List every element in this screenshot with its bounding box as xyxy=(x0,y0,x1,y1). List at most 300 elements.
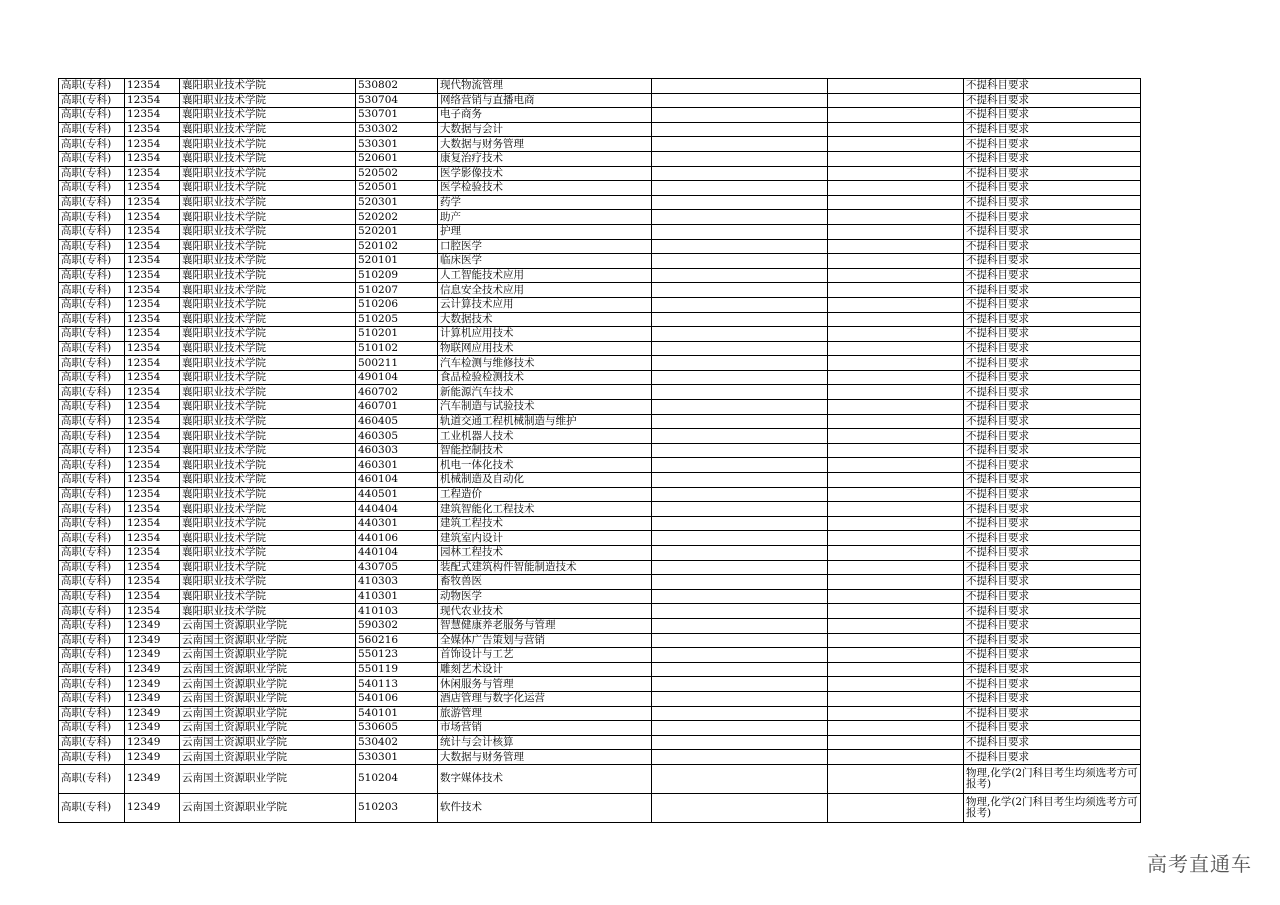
cell-major-code: 510209 xyxy=(356,268,438,283)
cell-blank-b xyxy=(828,546,964,561)
cell-school-code: 12354 xyxy=(125,487,180,502)
cell-level: 高职(专科) xyxy=(59,108,125,123)
table-row xyxy=(59,268,1141,283)
cell-school-code: 12349 xyxy=(125,750,180,765)
table-row xyxy=(59,575,1141,590)
table-row xyxy=(59,254,1141,269)
cell-blank-b xyxy=(828,108,964,123)
cell-subject-requirement: 不提科目要求 xyxy=(964,137,1141,152)
cell-blank-a xyxy=(652,195,828,210)
cell-major-name: 建筑智能化工程技术 xyxy=(438,502,652,517)
cell-major-code: 510204 xyxy=(356,764,438,793)
table-row xyxy=(59,400,1141,415)
cell-blank-a xyxy=(652,721,828,736)
cell-school-code: 12354 xyxy=(125,443,180,458)
cell-major-code: 440104 xyxy=(356,546,438,561)
cell-blank-a xyxy=(652,400,828,415)
cell-subject-requirement: 不提科目要求 xyxy=(964,560,1141,575)
cell-school-code: 12354 xyxy=(125,589,180,604)
cell-blank-a xyxy=(652,268,828,283)
cell-school-name: 云南国土资源职业学院 xyxy=(180,706,356,721)
cell-blank-a xyxy=(652,312,828,327)
table-row xyxy=(59,108,1141,123)
cell-school-name: 襄阳职业技术学院 xyxy=(180,560,356,575)
cell-major-code: 460303 xyxy=(356,443,438,458)
cell-blank-b xyxy=(828,575,964,590)
cell-subject-requirement: 不提科目要求 xyxy=(964,385,1141,400)
cell-school-code: 12354 xyxy=(125,414,180,429)
cell-major-code: 530302 xyxy=(356,122,438,137)
cell-school-name: 襄阳职业技术学院 xyxy=(180,93,356,108)
cell-blank-b xyxy=(828,706,964,721)
table-row xyxy=(59,122,1141,137)
cell-major-name: 旅游管理 xyxy=(438,706,652,721)
cell-major-name: 机电一体化技术 xyxy=(438,458,652,473)
cell-blank-a xyxy=(652,151,828,166)
cell-major-name: 软件技术 xyxy=(438,793,652,822)
cell-school-name: 襄阳职业技术学院 xyxy=(180,195,356,210)
cell-blank-b xyxy=(828,327,964,342)
cell-blank-a xyxy=(652,239,828,254)
cell-school-code: 12354 xyxy=(125,312,180,327)
cell-school-name: 襄阳职业技术学院 xyxy=(180,370,356,385)
table-row xyxy=(59,604,1141,619)
table-row xyxy=(59,706,1141,721)
cell-blank-a xyxy=(652,166,828,181)
cell-blank-a xyxy=(652,750,828,765)
cell-blank-b xyxy=(828,618,964,633)
cell-blank-b xyxy=(828,691,964,706)
cell-level: 高职(专科) xyxy=(59,151,125,166)
cell-major-name: 医学检验技术 xyxy=(438,181,652,196)
cell-major-name: 药学 xyxy=(438,195,652,210)
cell-blank-b xyxy=(828,181,964,196)
cell-school-name: 襄阳职业技术学院 xyxy=(180,546,356,561)
cell-major-name: 食品检验检测技术 xyxy=(438,370,652,385)
cell-subject-requirement: 不提科目要求 xyxy=(964,706,1141,721)
cell-school-name: 襄阳职业技术学院 xyxy=(180,341,356,356)
cell-level: 高职(专科) xyxy=(59,502,125,517)
cell-level: 高职(专科) xyxy=(59,516,125,531)
cell-blank-b xyxy=(828,531,964,546)
cell-school-name: 云南国土资源职业学院 xyxy=(180,721,356,736)
cell-major-code: 410303 xyxy=(356,575,438,590)
table-row xyxy=(59,560,1141,575)
cell-level: 高职(专科) xyxy=(59,648,125,663)
table-row xyxy=(59,531,1141,546)
table-row xyxy=(59,93,1141,108)
cell-school-code: 12354 xyxy=(125,93,180,108)
cell-level: 高职(专科) xyxy=(59,793,125,822)
cell-major-code: 440301 xyxy=(356,516,438,531)
cell-major-code: 510206 xyxy=(356,297,438,312)
cell-blank-a xyxy=(652,516,828,531)
cell-school-code: 12354 xyxy=(125,473,180,488)
cell-school-code: 12354 xyxy=(125,297,180,312)
cell-level: 高职(专科) xyxy=(59,356,125,371)
cell-school-code: 12354 xyxy=(125,604,180,619)
cell-major-code: 520501 xyxy=(356,181,438,196)
cell-subject-requirement: 不提科目要求 xyxy=(964,283,1141,298)
cell-major-name: 工程造价 xyxy=(438,487,652,502)
cell-blank-a xyxy=(652,531,828,546)
table-row xyxy=(59,633,1141,648)
cell-blank-b xyxy=(828,93,964,108)
cell-major-code: 520102 xyxy=(356,239,438,254)
cell-level: 高职(专科) xyxy=(59,414,125,429)
cell-subject-requirement: 不提科目要求 xyxy=(964,750,1141,765)
cell-major-code: 520201 xyxy=(356,224,438,239)
cell-major-name: 信息安全技术应用 xyxy=(438,283,652,298)
cell-blank-b xyxy=(828,122,964,137)
cell-level: 高职(专科) xyxy=(59,268,125,283)
cell-school-name: 襄阳职业技术学院 xyxy=(180,473,356,488)
cell-level: 高职(专科) xyxy=(59,677,125,692)
cell-major-name: 人工智能技术应用 xyxy=(438,268,652,283)
cell-subject-requirement: 不提科目要求 xyxy=(964,604,1141,619)
cell-subject-requirement: 不提科目要求 xyxy=(964,268,1141,283)
cell-school-name: 襄阳职业技术学院 xyxy=(180,108,356,123)
cell-school-code: 12354 xyxy=(125,151,180,166)
cell-school-code: 12349 xyxy=(125,677,180,692)
cell-level: 高职(专科) xyxy=(59,589,125,604)
cell-blank-a xyxy=(652,546,828,561)
cell-subject-requirement: 不提科目要求 xyxy=(964,239,1141,254)
cell-major-code: 530701 xyxy=(356,108,438,123)
cell-blank-a xyxy=(652,735,828,750)
cell-school-code: 12354 xyxy=(125,79,180,94)
cell-major-code: 510203 xyxy=(356,793,438,822)
cell-major-code: 530301 xyxy=(356,137,438,152)
cell-school-name: 襄阳职业技术学院 xyxy=(180,414,356,429)
cell-level: 高职(专科) xyxy=(59,633,125,648)
cell-blank-b xyxy=(828,268,964,283)
cell-blank-b xyxy=(828,400,964,415)
cell-school-code: 12354 xyxy=(125,254,180,269)
cell-major-name: 建筑工程技术 xyxy=(438,516,652,531)
cell-subject-requirement: 不提科目要求 xyxy=(964,618,1141,633)
cell-major-code: 490104 xyxy=(356,370,438,385)
cell-level: 高职(专科) xyxy=(59,166,125,181)
table-row xyxy=(59,735,1141,750)
cell-subject-requirement: 不提科目要求 xyxy=(964,429,1141,444)
cell-subject-requirement: 不提科目要求 xyxy=(964,516,1141,531)
cell-level: 高职(专科) xyxy=(59,137,125,152)
cell-school-name: 云南国土资源职业学院 xyxy=(180,764,356,793)
cell-school-name: 襄阳职业技术学院 xyxy=(180,79,356,94)
cell-school-name: 襄阳职业技术学院 xyxy=(180,151,356,166)
cell-school-code: 12354 xyxy=(125,458,180,473)
cell-major-name: 工业机器人技术 xyxy=(438,429,652,444)
cell-major-name: 口腔医学 xyxy=(438,239,652,254)
cell-major-name: 雕刻艺术设计 xyxy=(438,662,652,677)
cell-major-name: 汽车制造与试验技术 xyxy=(438,400,652,415)
cell-school-code: 12354 xyxy=(125,356,180,371)
cell-blank-a xyxy=(652,341,828,356)
cell-blank-b xyxy=(828,356,964,371)
cell-major-code: 440106 xyxy=(356,531,438,546)
cell-school-name: 云南国土资源职业学院 xyxy=(180,618,356,633)
cell-school-name: 襄阳职业技术学院 xyxy=(180,239,356,254)
cell-level: 高职(专科) xyxy=(59,735,125,750)
cell-school-code: 12349 xyxy=(125,793,180,822)
cell-blank-b xyxy=(828,210,964,225)
cell-school-code: 12349 xyxy=(125,735,180,750)
cell-school-code: 12354 xyxy=(125,239,180,254)
cell-subject-requirement: 不提科目要求 xyxy=(964,224,1141,239)
table-row xyxy=(59,589,1141,604)
table-body xyxy=(59,79,1141,823)
table-row xyxy=(59,195,1141,210)
table-row xyxy=(59,546,1141,561)
cell-level: 高职(专科) xyxy=(59,181,125,196)
cell-major-name: 机械制造及自动化 xyxy=(438,473,652,488)
cell-major-code: 550123 xyxy=(356,648,438,663)
cell-major-code: 460405 xyxy=(356,414,438,429)
cell-subject-requirement: 不提科目要求 xyxy=(964,210,1141,225)
cell-subject-requirement: 物理,化学(2门科目考生均须选考方可报考) xyxy=(964,764,1141,793)
cell-school-name: 云南国土资源职业学院 xyxy=(180,633,356,648)
cell-blank-a xyxy=(652,224,828,239)
cell-blank-a xyxy=(652,137,828,152)
cell-level: 高职(专科) xyxy=(59,560,125,575)
cell-school-name: 襄阳职业技术学院 xyxy=(180,604,356,619)
cell-major-code: 510201 xyxy=(356,327,438,342)
cell-major-code: 510205 xyxy=(356,312,438,327)
cell-level: 高职(专科) xyxy=(59,93,125,108)
cell-school-name: 襄阳职业技术学院 xyxy=(180,312,356,327)
cell-blank-a xyxy=(652,254,828,269)
cell-major-name: 动物医学 xyxy=(438,589,652,604)
cell-major-code: 460305 xyxy=(356,429,438,444)
cell-subject-requirement: 不提科目要求 xyxy=(964,400,1141,415)
cell-major-name: 康复治疗技术 xyxy=(438,151,652,166)
table-row xyxy=(59,385,1141,400)
cell-school-code: 12349 xyxy=(125,721,180,736)
cell-blank-b xyxy=(828,151,964,166)
cell-major-code: 540106 xyxy=(356,691,438,706)
cell-major-name: 装配式建筑构件智能制造技术 xyxy=(438,560,652,575)
cell-school-name: 襄阳职业技术学院 xyxy=(180,268,356,283)
cell-major-name: 临床医学 xyxy=(438,254,652,269)
cell-level: 高职(专科) xyxy=(59,341,125,356)
cell-blank-a xyxy=(652,297,828,312)
table-row xyxy=(59,283,1141,298)
cell-subject-requirement: 不提科目要求 xyxy=(964,589,1141,604)
cell-school-code: 12354 xyxy=(125,546,180,561)
table-row xyxy=(59,721,1141,736)
cell-blank-a xyxy=(652,764,828,793)
cell-blank-a xyxy=(652,473,828,488)
cell-school-name: 襄阳职业技术学院 xyxy=(180,400,356,415)
cell-subject-requirement: 不提科目要求 xyxy=(964,575,1141,590)
cell-blank-b xyxy=(828,429,964,444)
cell-major-name: 统计与会计核算 xyxy=(438,735,652,750)
cell-blank-b xyxy=(828,239,964,254)
cell-major-name: 园林工程技术 xyxy=(438,546,652,561)
table-row xyxy=(59,137,1141,152)
cell-blank-b xyxy=(828,648,964,663)
cell-level: 高职(专科) xyxy=(59,327,125,342)
cell-blank-a xyxy=(652,793,828,822)
table-row xyxy=(59,210,1141,225)
cell-blank-b xyxy=(828,793,964,822)
cell-level: 高职(专科) xyxy=(59,400,125,415)
cell-school-code: 12354 xyxy=(125,210,180,225)
table-row xyxy=(59,750,1141,765)
cell-blank-b xyxy=(828,385,964,400)
cell-blank-b xyxy=(828,604,964,619)
cell-blank-a xyxy=(652,706,828,721)
cell-school-code: 12354 xyxy=(125,195,180,210)
cell-blank-b xyxy=(828,677,964,692)
cell-blank-b xyxy=(828,502,964,517)
cell-level: 高职(专科) xyxy=(59,254,125,269)
table-row xyxy=(59,151,1141,166)
cell-level: 高职(专科) xyxy=(59,195,125,210)
table-row xyxy=(59,618,1141,633)
cell-blank-a xyxy=(652,589,828,604)
cell-subject-requirement: 不提科目要求 xyxy=(964,691,1141,706)
cell-level: 高职(专科) xyxy=(59,764,125,793)
cell-subject-requirement: 不提科目要求 xyxy=(964,648,1141,663)
cell-blank-a xyxy=(652,618,828,633)
cell-subject-requirement: 不提科目要求 xyxy=(964,487,1141,502)
cell-school-code: 12354 xyxy=(125,268,180,283)
cell-subject-requirement: 不提科目要求 xyxy=(964,662,1141,677)
enrollment-table xyxy=(58,78,1141,823)
cell-blank-b xyxy=(828,487,964,502)
cell-major-name: 休闲服务与管理 xyxy=(438,677,652,692)
table-row xyxy=(59,239,1141,254)
cell-subject-requirement: 不提科目要求 xyxy=(964,414,1141,429)
cell-level: 高职(专科) xyxy=(59,297,125,312)
cell-blank-a xyxy=(652,79,828,94)
cell-school-code: 12354 xyxy=(125,575,180,590)
cell-school-code: 12354 xyxy=(125,385,180,400)
cell-school-code: 12354 xyxy=(125,502,180,517)
cell-subject-requirement: 不提科目要求 xyxy=(964,327,1141,342)
cell-school-code: 12349 xyxy=(125,648,180,663)
cell-level: 高职(专科) xyxy=(59,604,125,619)
cell-major-name: 轨道交通工程机械制造与维护 xyxy=(438,414,652,429)
cell-school-name: 襄阳职业技术学院 xyxy=(180,122,356,137)
table-row xyxy=(59,648,1141,663)
cell-blank-b xyxy=(828,370,964,385)
cell-school-code: 12354 xyxy=(125,429,180,444)
cell-major-name: 计算机应用技术 xyxy=(438,327,652,342)
cell-major-code: 540113 xyxy=(356,677,438,692)
cell-major-name: 物联网应用技术 xyxy=(438,341,652,356)
cell-blank-a xyxy=(652,575,828,590)
cell-blank-a xyxy=(652,210,828,225)
cell-major-name: 护理 xyxy=(438,224,652,239)
cell-blank-a xyxy=(652,560,828,575)
cell-school-code: 12354 xyxy=(125,224,180,239)
cell-major-code: 530704 xyxy=(356,93,438,108)
cell-major-code: 530402 xyxy=(356,735,438,750)
cell-school-name: 云南国土资源职业学院 xyxy=(180,648,356,663)
cell-major-name: 医学影像技术 xyxy=(438,166,652,181)
cell-subject-requirement: 物理,化学(2门科目考生均须选考方可报考) xyxy=(964,793,1141,822)
cell-subject-requirement: 不提科目要求 xyxy=(964,312,1141,327)
cell-major-code: 460104 xyxy=(356,473,438,488)
cell-major-name: 智能控制技术 xyxy=(438,443,652,458)
cell-major-name: 市场营销 xyxy=(438,721,652,736)
cell-school-code: 12354 xyxy=(125,108,180,123)
cell-school-code: 12354 xyxy=(125,400,180,415)
cell-school-name: 云南国土资源职业学院 xyxy=(180,793,356,822)
cell-level: 高职(专科) xyxy=(59,239,125,254)
cell-blank-b xyxy=(828,473,964,488)
cell-school-code: 12354 xyxy=(125,283,180,298)
cell-blank-a xyxy=(652,327,828,342)
cell-major-code: 520202 xyxy=(356,210,438,225)
cell-blank-a xyxy=(652,385,828,400)
table-row xyxy=(59,429,1141,444)
cell-major-code: 530605 xyxy=(356,721,438,736)
cell-subject-requirement: 不提科目要求 xyxy=(964,181,1141,196)
cell-level: 高职(专科) xyxy=(59,691,125,706)
cell-level: 高职(专科) xyxy=(59,706,125,721)
cell-blank-b xyxy=(828,341,964,356)
cell-school-name: 襄阳职业技术学院 xyxy=(180,575,356,590)
cell-level: 高职(专科) xyxy=(59,531,125,546)
cell-blank-a xyxy=(652,604,828,619)
cell-level: 高职(专科) xyxy=(59,312,125,327)
cell-major-name: 大数据与会计 xyxy=(438,122,652,137)
table-row xyxy=(59,356,1141,371)
cell-blank-b xyxy=(828,414,964,429)
cell-level: 高职(专科) xyxy=(59,210,125,225)
cell-blank-b xyxy=(828,735,964,750)
table-row xyxy=(59,312,1141,327)
cell-blank-b xyxy=(828,458,964,473)
table-row xyxy=(59,224,1141,239)
cell-school-name: 云南国土资源职业学院 xyxy=(180,662,356,677)
cell-school-name: 襄阳职业技术学院 xyxy=(180,487,356,502)
cell-blank-b xyxy=(828,283,964,298)
cell-subject-requirement: 不提科目要求 xyxy=(964,735,1141,750)
cell-subject-requirement: 不提科目要求 xyxy=(964,356,1141,371)
cell-major-code: 460701 xyxy=(356,400,438,415)
cell-level: 高职(专科) xyxy=(59,473,125,488)
table-row xyxy=(59,327,1141,342)
cell-school-code: 12354 xyxy=(125,341,180,356)
cell-major-code: 520101 xyxy=(356,254,438,269)
cell-school-code: 12354 xyxy=(125,531,180,546)
cell-school-name: 云南国土资源职业学院 xyxy=(180,750,356,765)
table-row xyxy=(59,443,1141,458)
cell-school-name: 襄阳职业技术学院 xyxy=(180,356,356,371)
cell-school-name: 襄阳职业技术学院 xyxy=(180,224,356,239)
cell-level: 高职(专科) xyxy=(59,79,125,94)
table-row xyxy=(59,764,1141,793)
cell-major-name: 畜牧兽医 xyxy=(438,575,652,590)
cell-subject-requirement: 不提科目要求 xyxy=(964,108,1141,123)
cell-school-name: 襄阳职业技术学院 xyxy=(180,429,356,444)
cell-school-code: 12354 xyxy=(125,327,180,342)
cell-blank-b xyxy=(828,750,964,765)
cell-blank-a xyxy=(652,677,828,692)
table-row xyxy=(59,341,1141,356)
table-row xyxy=(59,181,1141,196)
cell-blank-b xyxy=(828,764,964,793)
cell-level: 高职(专科) xyxy=(59,224,125,239)
table-row xyxy=(59,79,1141,94)
cell-school-code: 12354 xyxy=(125,122,180,137)
table-row xyxy=(59,414,1141,429)
